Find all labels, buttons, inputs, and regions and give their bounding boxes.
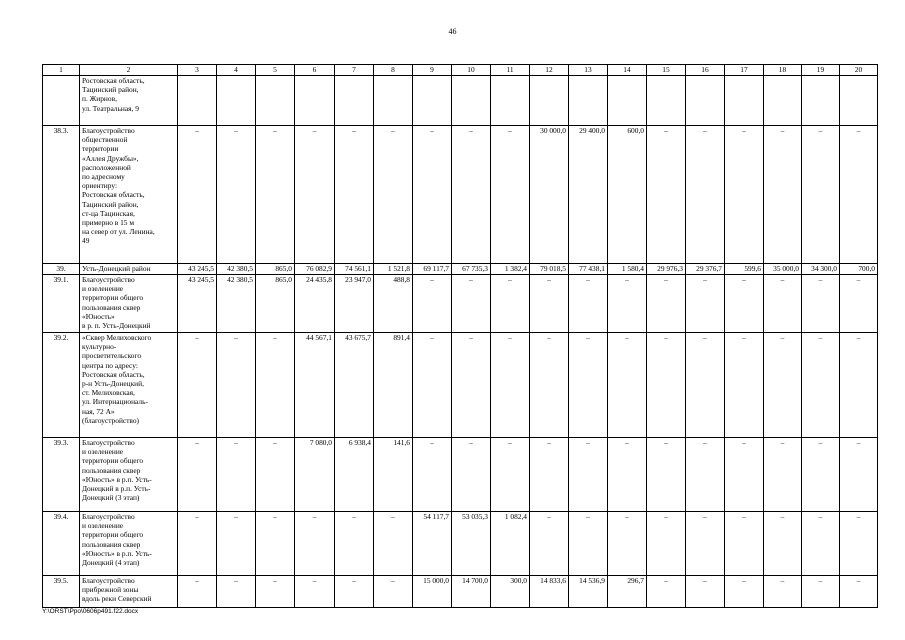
amount-cell: 14 700,0	[452, 576, 491, 608]
amount-cell	[491, 76, 530, 126]
table-row	[43, 333, 878, 438]
amount-cell: –	[647, 126, 686, 264]
amount-cell: –	[725, 576, 764, 608]
amount-cell: –	[374, 126, 413, 264]
amount-cell: –	[764, 576, 802, 608]
amount-cell: –	[725, 512, 764, 576]
column-number-cell: 14	[608, 65, 647, 76]
amount-cell: –	[764, 126, 802, 264]
amount-cell: –	[491, 275, 530, 333]
amount-cell: –	[686, 512, 725, 576]
amount-cell: –	[217, 126, 256, 264]
column-number-cell: 8	[374, 65, 413, 76]
amount-cell: 35 000,0	[764, 264, 802, 275]
amount-cell: 53 035,3	[452, 512, 491, 576]
table-row	[43, 76, 878, 126]
amount-cell: –	[178, 576, 217, 608]
amount-cell: –	[764, 275, 802, 333]
amount-cell	[608, 76, 647, 126]
table-row	[43, 126, 878, 264]
amount-cell	[530, 76, 569, 126]
column-number-cell: 15	[647, 65, 686, 76]
column-number-cell: 7	[335, 65, 374, 76]
column-number-row	[43, 65, 878, 76]
amount-cell: –	[569, 438, 608, 512]
column-number-cell: 10	[452, 65, 491, 76]
amount-cell: –	[217, 512, 256, 576]
amount-cell: 43 245,5	[178, 264, 217, 275]
amount-cell	[335, 76, 374, 126]
row-number-cell: 39.3.	[43, 438, 80, 512]
column-number-cell: 13	[569, 65, 608, 76]
amount-cell: 67 735,3	[452, 264, 491, 275]
object-name-cell: Ростовская область, Тацинский район, п. Жирнов, ул. Театральная, 9	[80, 76, 178, 126]
column-number-cell: 3	[178, 65, 217, 76]
amount-cell: –	[647, 576, 686, 608]
amount-cell: –	[840, 512, 878, 576]
amount-cell	[178, 76, 217, 126]
amount-cell: –	[840, 438, 878, 512]
row-number-cell: 39.4.	[43, 512, 80, 576]
amount-cell: 700,0	[840, 264, 878, 275]
amount-cell: 77 438,1	[569, 264, 608, 275]
amount-cell: –	[374, 512, 413, 576]
amount-cell	[802, 76, 840, 126]
amount-cell: 891,4	[374, 333, 413, 438]
table-row	[43, 264, 878, 275]
amount-cell: –	[686, 438, 725, 512]
amount-cell: –	[452, 275, 491, 333]
amount-cell: 24 435,8	[295, 275, 335, 333]
column-number-cell: 18	[764, 65, 802, 76]
column-number-cell: 2	[80, 65, 178, 76]
amount-cell: –	[647, 438, 686, 512]
amount-cell: –	[335, 126, 374, 264]
amount-cell	[413, 76, 452, 126]
amount-cell: –	[764, 333, 802, 438]
amount-cell: –	[491, 126, 530, 264]
amount-cell: –	[840, 126, 878, 264]
amount-cell: –	[840, 333, 878, 438]
column-number-cell: 16	[686, 65, 725, 76]
amount-cell: –	[491, 333, 530, 438]
amount-cell: –	[295, 576, 335, 608]
amount-cell: 599,6	[725, 264, 764, 275]
amount-cell	[295, 76, 335, 126]
object-name-cell: Благоустройство и озеленение территории общего пользования сквер «Юность» в р.п. Усть- Донецкий (4 этап)	[80, 512, 178, 576]
amount-cell: –	[686, 126, 725, 264]
table-row	[43, 576, 878, 608]
amount-cell: 488,8	[374, 275, 413, 333]
amount-cell: –	[608, 438, 647, 512]
amount-cell: –	[335, 512, 374, 576]
amount-cell: –	[802, 275, 840, 333]
amount-cell: –	[178, 333, 217, 438]
amount-cell	[840, 76, 878, 126]
amount-cell: –	[452, 126, 491, 264]
amount-cell: –	[840, 576, 878, 608]
table-row	[43, 512, 878, 576]
amount-cell: –	[491, 438, 530, 512]
amount-cell: –	[178, 512, 217, 576]
amount-cell: 44 567,1	[295, 333, 335, 438]
amount-cell: –	[413, 333, 452, 438]
amount-cell: –	[764, 438, 802, 512]
column-number-cell: 5	[256, 65, 295, 76]
amount-cell: –	[840, 275, 878, 333]
amount-cell: 74 561,1	[335, 264, 374, 275]
amount-cell: 1 521,8	[374, 264, 413, 275]
amount-cell: –	[413, 275, 452, 333]
amount-cell: 79 018,5	[530, 264, 569, 275]
amount-cell: 42 380,5	[217, 264, 256, 275]
amount-cell: –	[686, 576, 725, 608]
amount-cell: 296,7	[608, 576, 647, 608]
amount-cell: –	[725, 438, 764, 512]
amount-cell: –	[802, 126, 840, 264]
amount-cell: –	[802, 438, 840, 512]
amount-cell: 15 000,0	[413, 576, 452, 608]
row-number-cell: 39.2.	[43, 333, 80, 438]
amount-cell: –	[413, 126, 452, 264]
table-row	[43, 438, 878, 512]
amount-cell: –	[530, 275, 569, 333]
amount-cell: 865,0	[256, 264, 295, 275]
amount-cell: 30 000,0	[530, 126, 569, 264]
column-number-cell: 6	[295, 65, 335, 76]
amount-cell: –	[569, 333, 608, 438]
amount-cell: 54 117,7	[413, 512, 452, 576]
object-name-cell: Благоустройство общественной территории «Аллея Дружбы», расположенной по адресному ориентиру: Ростовская область, Тацинский район, ст-ца Тацинская, примерно в 15 м на север от ул. Ленина, 49	[80, 126, 178, 264]
amount-cell: –	[725, 275, 764, 333]
amount-cell: –	[413, 438, 452, 512]
column-number-cell: 1	[43, 65, 80, 76]
amount-cell: –	[295, 512, 335, 576]
amount-cell: –	[374, 576, 413, 608]
amount-cell	[725, 76, 764, 126]
object-name-cell: Усть-Донецкий район	[80, 264, 178, 275]
amount-cell	[217, 76, 256, 126]
amount-cell: 69 117,7	[413, 264, 452, 275]
amount-cell: 34 300,0	[802, 264, 840, 275]
amount-cell: –	[256, 512, 295, 576]
column-number-cell: 20	[840, 65, 878, 76]
amount-cell: 43 245,5	[178, 275, 217, 333]
amount-cell: –	[256, 333, 295, 438]
amount-cell: –	[217, 333, 256, 438]
amount-cell: –	[256, 576, 295, 608]
object-name-cell: Благоустройство и озеленение территории общего пользования сквер «Юность» в р. п. Усть-Донецкий	[80, 275, 178, 333]
amount-cell: –	[569, 512, 608, 576]
amount-cell: –	[725, 126, 764, 264]
amount-cell: 600,0	[608, 126, 647, 264]
column-number-cell: 4	[217, 65, 256, 76]
row-number-cell: 39.1.	[43, 275, 80, 333]
amount-cell: –	[647, 512, 686, 576]
amount-cell: 29 400,0	[569, 126, 608, 264]
amount-cell: 76 082,9	[295, 264, 335, 275]
column-number-cell: 9	[413, 65, 452, 76]
amount-cell: –	[569, 275, 608, 333]
amount-cell: –	[217, 576, 256, 608]
amount-cell: 1 082,4	[491, 512, 530, 576]
amount-cell: 141,6	[374, 438, 413, 512]
amount-cell: 7 080,0	[295, 438, 335, 512]
amount-cell: –	[256, 126, 295, 264]
amount-cell: 29 376,7	[686, 264, 725, 275]
amount-cell: –	[608, 333, 647, 438]
amount-cell	[647, 76, 686, 126]
page-number: 46	[448, 27, 457, 36]
row-number-cell: 39.5.	[43, 576, 80, 608]
amount-cell	[569, 76, 608, 126]
column-number-cell: 17	[725, 65, 764, 76]
amount-cell: –	[802, 333, 840, 438]
amount-cell: –	[217, 438, 256, 512]
column-number-cell: 12	[530, 65, 569, 76]
table-row	[43, 275, 878, 333]
amount-cell: 1 580,4	[608, 264, 647, 275]
amount-cell: –	[335, 576, 374, 608]
amount-cell: 23 947,0	[335, 275, 374, 333]
amount-cell: –	[178, 126, 217, 264]
amount-cell: –	[725, 333, 764, 438]
amount-cell: 6 938,4	[335, 438, 374, 512]
amount-cell: –	[530, 512, 569, 576]
amount-cell: –	[608, 512, 647, 576]
amount-cell: –	[530, 333, 569, 438]
amount-cell: 14 833,6	[530, 576, 569, 608]
amount-cell	[256, 76, 295, 126]
amount-cell: –	[802, 512, 840, 576]
amount-cell: 865,0	[256, 275, 295, 333]
amount-cell	[374, 76, 413, 126]
amount-cell: –	[295, 126, 335, 264]
amount-cell: –	[686, 333, 725, 438]
amount-cell: –	[178, 438, 217, 512]
amount-cell: –	[530, 438, 569, 512]
object-name-cell: «Сквер Мелиховского культурно- просветительского центра по адресу: Ростовская область, р-н Усть-Донецкий, ст. Мелиховская, ул. Интернациональ- ная, 72 А» (благоустройство)	[80, 333, 178, 438]
program-table	[42, 64, 878, 608]
column-number-cell: 11	[491, 65, 530, 76]
amount-cell	[686, 76, 725, 126]
amount-cell: –	[452, 438, 491, 512]
amount-cell	[764, 76, 802, 126]
object-name-cell: Благоустройство и озеленение территории общего пользования сквер «Юность» в р.п. Усть- Донецкий в р.п. Усть- Донецкий (3 этап)	[80, 438, 178, 512]
amount-cell: 42 380,5	[217, 275, 256, 333]
amount-cell: –	[647, 333, 686, 438]
file-path-footer: Y:\ORST\Ppo\0606p491.f22.docx	[42, 608, 139, 615]
amount-cell: –	[686, 275, 725, 333]
amount-cell: –	[802, 576, 840, 608]
amount-cell	[452, 76, 491, 126]
amount-cell: –	[647, 275, 686, 333]
amount-cell: –	[608, 275, 647, 333]
amount-cell: 29 976,3	[647, 264, 686, 275]
amount-cell: –	[764, 512, 802, 576]
amount-cell: 1 382,4	[491, 264, 530, 275]
amount-cell: 300,0	[491, 576, 530, 608]
amount-cell: 14 536,9	[569, 576, 608, 608]
row-number-cell: 38.3.	[43, 126, 80, 264]
row-number-cell	[43, 76, 80, 126]
amount-cell: –	[256, 438, 295, 512]
column-number-cell: 19	[802, 65, 840, 76]
amount-cell: –	[452, 333, 491, 438]
row-number-cell: 39.	[43, 264, 80, 275]
amount-cell: 43 675,7	[335, 333, 374, 438]
object-name-cell: Благоустройство прибрежной зоны вдоль реки Северский	[80, 576, 178, 608]
